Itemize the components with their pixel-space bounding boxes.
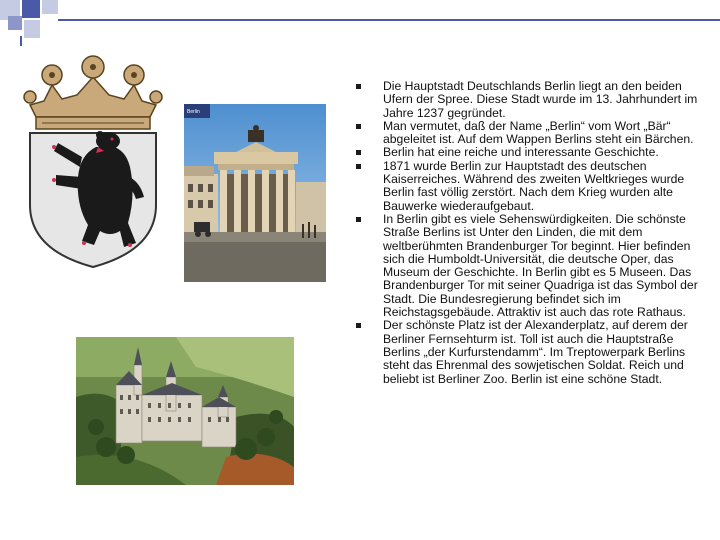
neuschwanstein-castle-photo [76, 337, 294, 485]
bullet-item [356, 160, 702, 213]
bullet-text: In Berlin gibt es viele Sehenswürdigkeiten. Die schönste Straße Berlins ist Unter den Linden, die mit dem weltberühmten Brandenburger Tor beginnt. Hier befinden sich die Humboldt-Universität, die deutsche Oper, das Museum der Geschichte. In Berlin gibt es 5 Museen. Das Brandenburger Tor mit seiner Quadriga ist das Symbol der Stadt. Die Bundesregierung befindet sich im Reichstagsgebäude. Attraktiv ist auch das rote Rathaus. [383, 211, 698, 320]
corner-square [42, 0, 58, 14]
square-bullet-icon [356, 150, 361, 155]
square-bullet-icon [356, 164, 361, 169]
bullet-item [356, 146, 702, 159]
bullet-text: Die Hauptstadt Deutschlands Berlin liegt an den beiden Ufern der Spree. Diese Stadt wurde im 13. Jahrhundert im Jahre 1237 gegründet. [383, 79, 698, 120]
corner-square [22, 0, 40, 18]
bullet-text: 1871 wurde Berlin zur Hauptstadt des deutschen Kaiserreiches. Während des zweiten Weltkrieges wurde Berlin fast völlig zerstört. Nach dem Krieg wurden alte Bauwerke wiederaufgebaut. [383, 158, 685, 213]
square-bullet-icon [356, 84, 361, 89]
bullet-item [356, 213, 702, 319]
square-bullet-icon [356, 124, 361, 129]
photo-logo-label: Berlin [187, 109, 200, 115]
title-rule [58, 19, 720, 21]
bullet-item [356, 120, 702, 147]
bullet-item [356, 80, 702, 120]
bullet-text: Man vermutet, daß der Name „Berlin“ vom Wort „Bär“ abgeleitet ist. Auf dem Wappen Berlins steht ein Bärchen. [383, 118, 694, 147]
square-bullet-icon [356, 217, 361, 222]
bullet-text: Der schönste Platz ist der Alexanderplatz, auf derem der Berliner Fernsehturm ist. Toll ist auch die Hauptstraße Berlins „der Kurfurstendamm“. Im Treptowerpark Berlins steht das Ehrenmal des sowjetischen Soldat. Reich und beliebt ist Berliner Zoo. Berlin ist eine schöne Stadt. [383, 318, 688, 386]
bullet-list [356, 80, 702, 386]
square-bullet-icon [356, 323, 361, 328]
brandenburg-gate-photo [184, 104, 326, 282]
berlin-coat-of-arms-image [22, 55, 164, 270]
bullet-item [356, 319, 702, 385]
corner-square [24, 20, 40, 38]
side-rule [20, 36, 22, 46]
corner-square [8, 16, 22, 30]
bullet-text: Berlin hat eine reiche und interessante Geschichte. [383, 145, 659, 160]
